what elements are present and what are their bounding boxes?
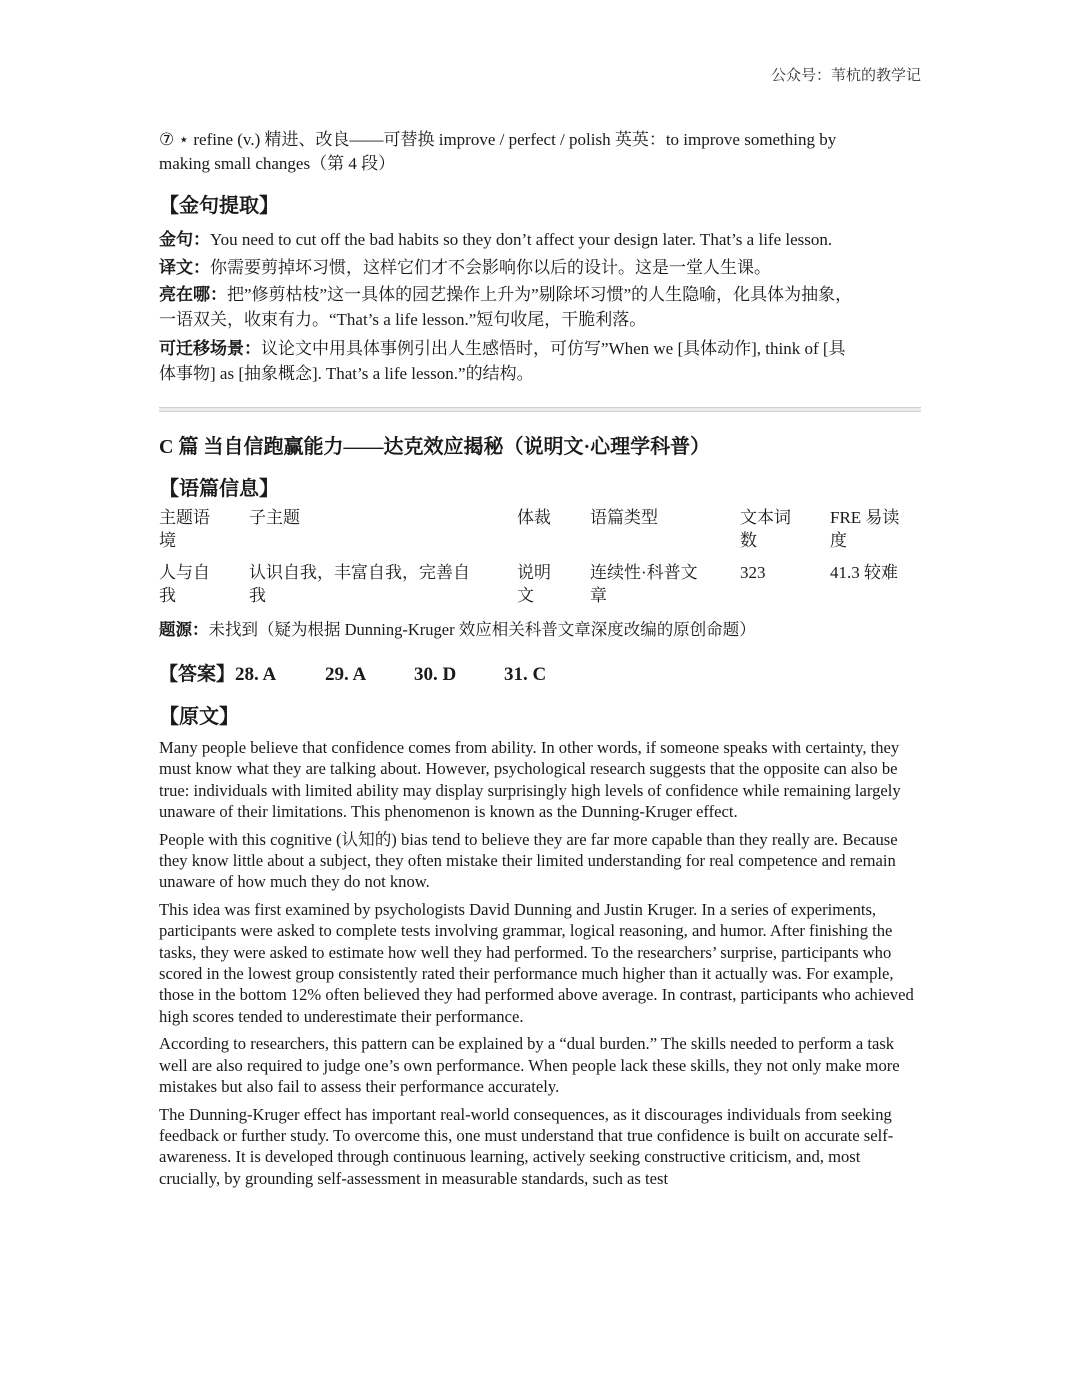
info-table [159,506,921,607]
original-heading: 【原文】 [159,706,239,728]
spacer-cell [159,552,921,561]
info-cell [249,561,517,607]
golden-heading: 【金句提取】 [159,195,279,217]
golden-transfer-line1: 议论文中用具体事例引出人生感悟时，可仿写”When we [具体动作], think of [具 [261,339,846,358]
cell-line: 41.3 较难 [830,563,898,582]
info-header-cell [590,506,740,552]
info-table-row [159,561,921,607]
golden-block [159,226,921,386]
golden-highlight-line1: 把”修剪枯枝”这一具体的园艺操作上升为”剔除坏习惯”的人生隐喻，化具体为抽象， [227,285,853,304]
cell-line: 人与自 [159,563,210,582]
info-table-spacer [159,552,921,561]
golden-sentence [159,226,921,254]
vocab-item [159,128,921,176]
info-header-cell [249,506,517,552]
info-cell [830,561,921,607]
golden-transfer-label: 可迁移场景： [159,339,261,358]
vocab-line-2: making small changes（第 4 段） [159,154,396,173]
section-c-title: C 篇 当自信跑赢能力——达克效应揭秘（说明文·心理学科普） [159,436,711,458]
answer-heading: 【答案】 [159,664,236,685]
cell-line: 文 [517,586,534,605]
cell-line: 境 [159,531,176,550]
golden-translation [159,254,921,282]
golden-highlight [159,282,921,332]
cell-line: 语篇类型 [590,508,658,527]
passage [159,737,921,1195]
cell-line: 连续性·科普文 [590,563,698,582]
info-header-cell [517,506,590,552]
cell-line: 323 [740,563,766,582]
cell-line: 说明 [517,563,551,582]
info-header-cell [830,506,921,552]
passage-paragraph: Many people believe that confidence comes from ability. In other words, if someone speaks with certainty, they must know what they are talking about. However, psychological research suggests that the opposite can also be true: individuals with limited ability may display surprisingly high levels of confidence while remaining largely unaware of their limitations. This phenomenon is known as the Dunning-Kruger effect. [159,738,901,822]
golden-translation-text: 你需要剪掉坏习惯，这样它们才不会影响你以后的设计。这是一堂人生课。 [210,258,771,277]
golden-transfer [159,336,921,386]
passage-paragraph: The Dunning-Kruger effect has important real-world consequences, as it discourages individuals from seeking feedback or further study. To overcome this, one must understand that true confidence is built on accurate self-awareness. It is developed through continuous learning, actively seeking constructive criticism, and, most crucially, by grounding self-assessment in measurable standards, such as test [159,1104,894,1188]
cell-line: 数 [740,531,757,550]
golden-highlight-line2: 一语双关，收束有力。“That’s a life lesson.”短句收尾，干脆利落。 [159,310,647,329]
info-header-cell [159,506,249,552]
golden-sentence-text: You need to cut off the bad habits so they don’t affect your design later. That’s a life lesson. [210,230,833,249]
section-divider [159,407,921,412]
answer-item: 28. A [235,664,277,685]
passage-paragraph: According to researchers, this pattern can be explained by a “dual burden.” The skills needed to perform a task well are also required to judge one’s own performance. When people lack these skills, they not only make more mistakes but also fail to assess their performance accurately. [159,1034,900,1097]
cell-line: 章 [590,586,607,605]
info-cell [740,561,830,607]
answer-item: 30. D [414,664,457,685]
answer-line [159,659,546,686]
cell-line: 度 [830,531,847,550]
golden-transfer-line2: 体事物] as [抽象概念]. That’s a life lesson.”的结构。 [159,364,534,383]
source-label: 题源： [159,620,209,639]
golden-translation-label: 译文： [159,258,210,277]
vocab-line-1: ⑦ ⋆ refine (v.) 精进、改良——可替换 improve / perfect / polish 英英：to improve something by [159,130,837,149]
info-header-cell [740,506,830,552]
cell-line: 认识自我，丰富自我，完善自 [249,563,470,582]
cell-line: 文本词 [740,508,791,527]
cell-line: 我 [249,586,266,605]
cell-line: 体裁 [517,508,551,527]
golden-highlight-label: 亮在哪： [159,285,227,304]
cell-line: 我 [159,586,176,605]
info-heading: 【语篇信息】 [159,478,279,500]
info-cell [159,561,249,607]
passage-paragraph: People with this cognitive (认知的) bias tend to believe they are far more capable than they really are. Because they know little about a subject, they often mistake their limited understanding for real competence and remain unaware of how much they do not know. [159,829,898,892]
passage-paragraph: This idea was first examined by psychologists David Dunning and Justin Kruger. In a series of experiments, participants were asked to complete tests involving grammar, logical reasoning, and humor. After finishing the tasks, they were asked to estimate how well they had performed. To the researchers’ surprise, participants who scored in the lowest group consistently rated their performance much higher than it actually was. For example, those in the bottom 12% often believed they had performed above average. In contrast, participants who achieved high scores tended to underestimate their performance. [159,899,914,1026]
answer-item: 31. C [504,664,547,685]
info-table-header-row [159,506,921,552]
info-cell [517,561,590,607]
cell-line: FRE 易读 [830,508,900,527]
cell-line: 子主题 [249,508,300,527]
source-line [159,616,921,644]
cell-line: 主题语 [159,508,210,527]
golden-sentence-label: 金句： [159,230,210,249]
header-account: 公众号：苇杭的教学记 [770,68,921,84]
info-cell [590,561,740,607]
answer-item: 29. A [325,664,367,685]
source-text: 未找到（疑为根据 Dunning-Kruger 效应相关科普文章深度改编的原创命题） [208,620,756,639]
